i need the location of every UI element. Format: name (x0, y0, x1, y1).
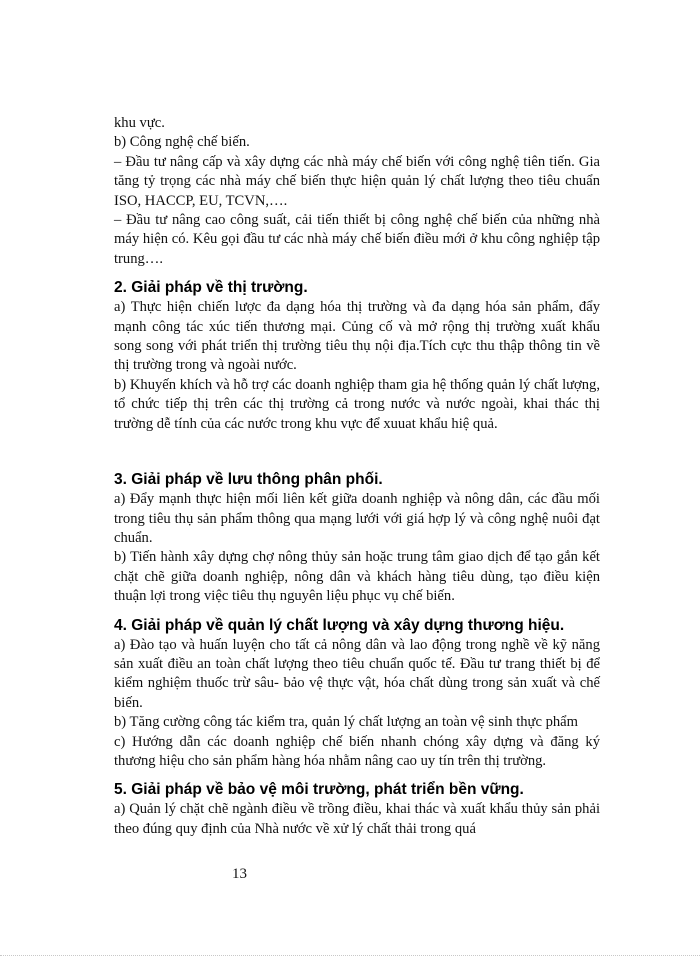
intro-paragraph-4: – Đầu tư nâng cao công suất, cải tiến thiết bị công nghệ chế biến của những nhà máy hiện có. Kêu gọi đầu tư các nhà máy chế biến điều mới ở khu công nghiệp tập trung…. (114, 212, 600, 267)
section-2-paragraph-b: b) Khuyến khích và hỗ trợ các doanh nghiệp tham gia hệ thống quản lý chất lượng, tổ chức tiếp thị trên các thị trường cả trong nước và nước ngoài, khai thác thị trường dễ tính của các nước trong khu vực để xuuat khẩu hiệ quả. (114, 376, 600, 432)
section-heading-5: 5. Giải pháp về bảo vệ môi trường, phát triển bền vững. (114, 781, 524, 799)
page-number: 13 (232, 866, 247, 882)
section-heading-4: 4. Giải pháp về quản lý chất lượng và xây dựng thương hiệu. (114, 616, 565, 634)
section-3-paragraph-b: b) Tiến hành xây dựng chợ nông thủy sản hoặc trung tâm giao dịch để tạo gắn kết chặt chẽ giữa doanh nghiệp, nông dân và khách hàng tiêu dùng, tạo điều kiện thuận lợi trong việc tiêu thụ nguyên liệu phục vụ chế biến. (114, 549, 600, 605)
page-bottom-divider (0, 955, 700, 956)
intro-paragraph-1: khu vực. (114, 115, 165, 131)
intro-paragraph-3: – Đầu tư nâng cấp và xây dựng các nhà máy chế biến với công nghệ tiên tiến. Gia tăng tỷ trọng các nhà máy chế biến thực hiện quản lý chất lượng theo tiêu chuẩn ISO, HACCP, EU, TCVN,…. (114, 153, 600, 209)
section-4-paragraph-c: c) Hướng dẫn các doanh nghiệp chế biến nhanh chóng xây dựng và đăng ký thương hiệu cho sản phẩm hàng hóa nhằm nâng cao uy tín trên thị trường. (114, 733, 600, 769)
section-heading-2: 2. Giải pháp về thị trường. (114, 279, 308, 297)
section-heading-3: 3. Giải pháp về lưu thông phân phối. (114, 471, 383, 489)
section-5-paragraph-a: a) Quản lý chặt chẽ ngành điều về trồng điều, khai thác và xuất khẩu thủy sản phải theo đúng quy định của Nhà nước về xử lý chất thải trong quá (114, 801, 600, 837)
intro-paragraph-2: b) Công nghệ chế biến. (114, 134, 250, 151)
section-4-paragraph-b: b) Tăng cường công tác kiểm tra, quản lý chất lượng an toàn vệ sinh thực phẩm (114, 714, 579, 731)
section-2-paragraph-a: a) Thực hiện chiến lược đa dạng hóa thị trường và đa dạng hóa sản phẩm, đẩy mạnh công tác xúc tiến thương mại. Củng cố và mở rộng thị trường xuất khẩu song song với phát triển thị trường tiêu thụ nội địa.Tích cực thu thập thông tin về thị trường trong và ngoài nước. (114, 299, 600, 374)
section-3-paragraph-a: a) Đẩy mạnh thực hiện mối liên kết giữa doanh nghiệp và nông dân, các đầu mối trong tiêu thụ sản phẩm thông qua mạng lưới với giá hợp lý và công nghệ nuôi đạt chuẩn. (114, 491, 600, 546)
page-body (114, 114, 600, 839)
section-4-paragraph-a: a) Đào tạo và huấn luyện cho tất cả nông dân và lao động trong nghề về kỹ năng sản xuất điều an toàn chất lượng theo tiêu chuẩn quốc tế. Đầu tư trang thiết bị để kiểm nghiệm thuốc trừ sâu- bảo vệ thực vật, hóa chất dùng trong sản xuất và chế biến. (114, 636, 600, 711)
